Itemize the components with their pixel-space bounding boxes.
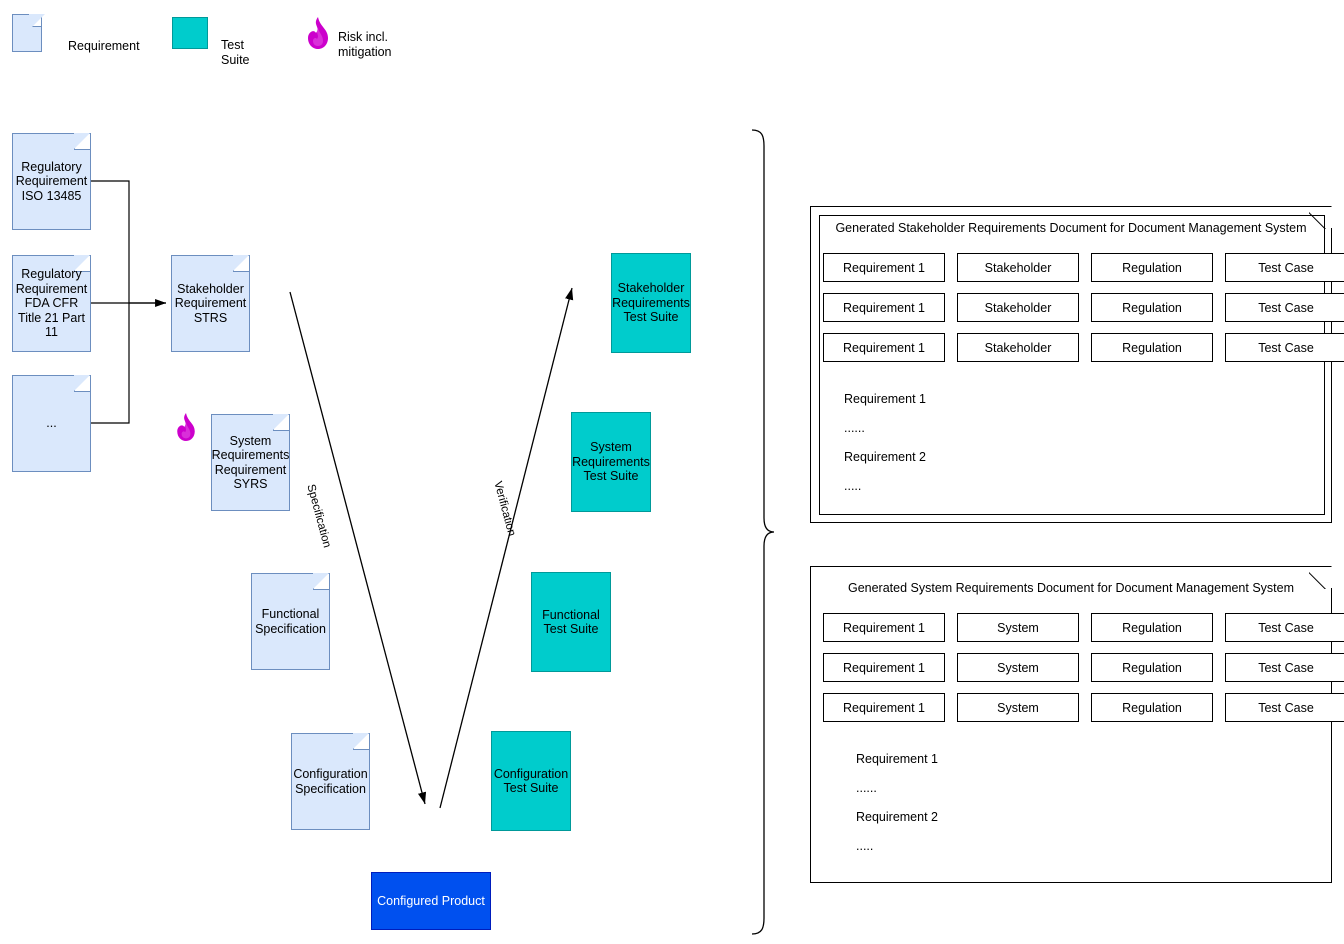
table-row bbox=[823, 333, 1344, 362]
table-row bbox=[823, 293, 1344, 322]
table-row bbox=[823, 253, 1344, 282]
node-functional-test-suite[interactable] bbox=[531, 572, 611, 672]
table-cell[interactable]: Regulation bbox=[1091, 253, 1213, 282]
node-label: System Requirements Test Suite bbox=[572, 440, 650, 484]
node-label: Configured Product bbox=[377, 893, 485, 908]
node-stakeholder-requirements-test-suite[interactable] bbox=[611, 253, 691, 353]
table-row bbox=[823, 613, 1344, 642]
table-cell[interactable]: Stakeholder bbox=[957, 253, 1079, 282]
document-body-line: ...... bbox=[844, 421, 865, 435]
document-body-line: Requirement 2 bbox=[856, 810, 938, 824]
node-label: System Requirements Requirement SYRS bbox=[211, 433, 290, 491]
legend-label-requirement: Requirement bbox=[68, 39, 140, 53]
document-body-line: Requirement 1 bbox=[856, 752, 938, 766]
table-row bbox=[823, 693, 1344, 722]
document-body-line: ..... bbox=[856, 839, 874, 853]
document-fold bbox=[74, 376, 90, 392]
table-cell[interactable]: Test Case bbox=[1225, 333, 1344, 362]
document-fold bbox=[353, 734, 369, 750]
document-fold bbox=[313, 574, 329, 590]
document-body-line: ..... bbox=[844, 479, 862, 493]
table-cell[interactable]: Stakeholder bbox=[957, 293, 1079, 322]
table-cell[interactable]: Test Case bbox=[1225, 693, 1344, 722]
flame-icon bbox=[302, 16, 334, 50]
legend-label-risk: Risk incl. mitigation bbox=[338, 30, 392, 59]
document-title: Generated System Requirements Document for Document Management System bbox=[847, 581, 1295, 595]
table-cell[interactable]: Test Case bbox=[1225, 613, 1344, 642]
node-system-requirements-syrs[interactable] bbox=[211, 414, 290, 511]
node-configuration-test-suite[interactable] bbox=[491, 731, 571, 831]
flame-icon-risk-syrs bbox=[172, 412, 200, 442]
legend-label-test-suite: Test Suite bbox=[221, 38, 250, 67]
table-cell[interactable]: Regulation bbox=[1091, 613, 1213, 642]
node-label: Functional Specification bbox=[255, 607, 326, 636]
node-label: Stakeholder Requirement STRS bbox=[174, 281, 247, 325]
table-cell[interactable]: Requirement 1 bbox=[823, 693, 945, 722]
document-icon bbox=[12, 14, 42, 52]
table-cell[interactable]: Requirement 1 bbox=[823, 293, 945, 322]
node-functional-specification[interactable] bbox=[251, 573, 330, 670]
table-cell[interactable]: Stakeholder bbox=[957, 333, 1079, 362]
node-regulatory-requirement-fda[interactable] bbox=[12, 255, 91, 352]
node-configuration-specification[interactable] bbox=[291, 733, 370, 830]
document-fold bbox=[273, 415, 289, 431]
node-label: Regulatory Requirement ISO 13485 bbox=[15, 159, 88, 203]
document-fold bbox=[74, 134, 90, 150]
document-fold bbox=[233, 256, 249, 272]
document-body-line: Requirement 2 bbox=[844, 450, 926, 464]
node-label: ... bbox=[46, 416, 57, 431]
node-label: Regulatory Requirement FDA CFR Title 21 Part 11 bbox=[15, 267, 88, 340]
table-cell[interactable]: Requirement 1 bbox=[823, 253, 945, 282]
generated-system-requirements-document[interactable] bbox=[810, 566, 1332, 883]
document-title: Generated Stakeholder Requirements Document for Document Management System bbox=[835, 221, 1307, 235]
table-row bbox=[823, 653, 1344, 682]
node-regulatory-requirement-iso[interactable] bbox=[12, 133, 91, 230]
document-body-line: ...... bbox=[856, 781, 877, 795]
legend-item-requirement bbox=[12, 14, 42, 52]
table-cell[interactable]: Requirement 1 bbox=[823, 333, 945, 362]
table-cell[interactable]: Regulation bbox=[1091, 293, 1213, 322]
table-cell[interactable]: System bbox=[957, 653, 1079, 682]
table-cell[interactable]: Test Case bbox=[1225, 653, 1344, 682]
node-regulatory-requirement-more[interactable] bbox=[12, 375, 91, 472]
edge-label-verification: Verification bbox=[491, 480, 518, 538]
generated-stakeholder-requirements-document[interactable] bbox=[810, 206, 1332, 523]
table-cell[interactable]: Regulation bbox=[1091, 333, 1213, 362]
table-cell[interactable]: System bbox=[957, 693, 1079, 722]
table-cell[interactable]: Regulation bbox=[1091, 693, 1213, 722]
table-cell[interactable]: System bbox=[957, 613, 1079, 642]
node-label: Functional Test Suite bbox=[542, 607, 600, 636]
table-cell[interactable]: Requirement 1 bbox=[823, 653, 945, 682]
table-cell[interactable]: Test Case bbox=[1225, 253, 1344, 282]
document-body-line: Requirement 1 bbox=[844, 392, 926, 406]
node-system-requirements-test-suite[interactable] bbox=[571, 412, 651, 512]
node-configured-product[interactable] bbox=[371, 872, 491, 930]
node-label: Configuration Specification bbox=[293, 767, 368, 796]
table-cell[interactable]: Requirement 1 bbox=[823, 613, 945, 642]
edge-label-specification: Specification bbox=[304, 483, 333, 550]
node-stakeholder-requirement-strs[interactable] bbox=[171, 255, 250, 352]
rectangle-icon bbox=[172, 17, 208, 49]
node-label: Stakeholder Requirements Test Suite bbox=[612, 281, 690, 325]
document-fold bbox=[29, 15, 41, 27]
table-cell[interactable]: Test Case bbox=[1225, 293, 1344, 322]
table-cell[interactable]: Regulation bbox=[1091, 653, 1213, 682]
node-label: Configuration Test Suite bbox=[493, 766, 569, 795]
